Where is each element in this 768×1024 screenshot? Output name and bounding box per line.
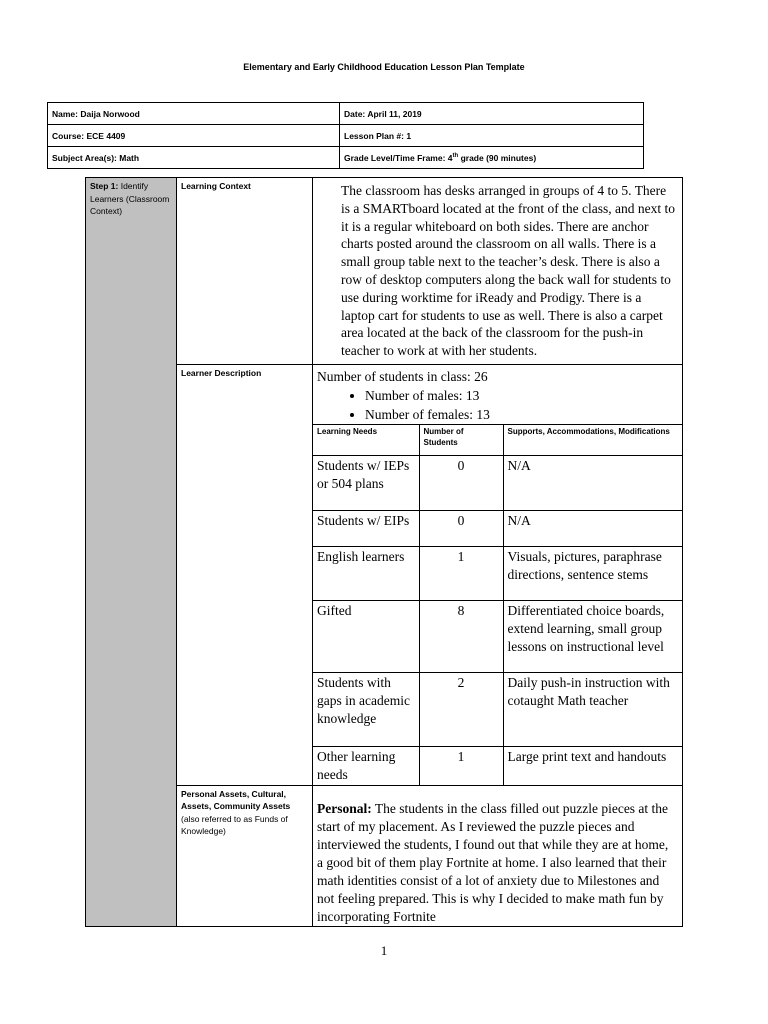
assets-label — [177, 785, 313, 926]
subject-value: Math — [119, 152, 140, 163]
grade-value-rest: grade (90 minutes) — [460, 152, 537, 163]
lesson-plan-cell — [340, 125, 644, 147]
column-header: Supports, Accommodations, Modifications — [503, 424, 683, 455]
grade-value-num: 4 — [447, 152, 453, 163]
females-count: • Number of females: 13 — [365, 405, 678, 424]
learning-context-text: The classroom has desks arranged in groups of 4 to 5. There is a SMARTboard located at the front of the class, and next to it is a regular whiteboard on both sides. There are anchor charts posted around the classroom on all walls. There is a small group table next to the teacher’s desk. There is also a row of desktop computers along the back wall for students to use during worktime for iReady and Prodigy. There is a laptop cart for students to use as well. There is also a carpet area located at the back of the classroom for the push-in teacher to work at with her students. — [313, 178, 683, 365]
table-row — [313, 672, 683, 746]
date-label: Date: — [344, 108, 366, 119]
table-row — [313, 510, 683, 546]
column-header: Learning Needs — [313, 424, 419, 455]
students-in-class: Number of students in class: 26 — [317, 368, 488, 384]
page-number: 1 — [380, 943, 388, 958]
gender-count-list — [317, 386, 678, 424]
learning-need: English learners — [313, 546, 419, 600]
grade-value-sup: th — [452, 152, 459, 159]
grade-label: Grade Level/Time Frame: — [344, 152, 446, 163]
learning-needs-header-row — [313, 424, 683, 455]
learning-needs-table — [313, 424, 683, 785]
step1-label: Step 1: — [90, 181, 119, 191]
step1-text: Identify Learners (Classroom Context) — [90, 181, 170, 216]
subject-label: Subject Area(s): — [52, 152, 117, 163]
student-count: 1 — [419, 546, 503, 600]
assets-label-bold: Personal Assets, Cultural, Assets, Community Assets — [181, 788, 291, 812]
assets-text — [313, 785, 683, 926]
table-row — [313, 455, 683, 510]
learning-need: Gifted — [313, 600, 419, 672]
lesson-plan-label: Lesson Plan #: — [344, 130, 404, 141]
learning-need: Students w/ IEPs or 504 plans — [313, 455, 419, 510]
supports: N/A — [503, 510, 683, 546]
header-row — [48, 103, 644, 125]
date-cell — [340, 103, 644, 125]
student-count: 2 — [419, 672, 503, 746]
step1-table — [85, 177, 683, 927]
course-cell — [48, 125, 340, 147]
learning-need: Other learning needs — [313, 746, 419, 785]
course-label: Course: — [52, 130, 85, 141]
supports: N/A — [503, 455, 683, 510]
student-count: 0 — [419, 510, 503, 546]
table-row — [313, 746, 683, 785]
males-count: • Number of males: 13 — [365, 386, 678, 405]
grade-cell — [340, 147, 644, 169]
column-header: Number of Students — [419, 424, 503, 455]
step1-cell — [86, 178, 177, 927]
table-row — [313, 600, 683, 672]
supports: Differentiated choice boards, extend learning, small group lessons on instructional level — [503, 600, 683, 672]
personal-label: Personal: — [317, 800, 372, 816]
document-title: Elementary and Early Childhood Education Lesson Plan Template — [243, 62, 525, 72]
name-label: Name: — [52, 108, 78, 119]
student-count: 8 — [419, 600, 503, 672]
learner-description-label: Learner Description — [177, 364, 313, 785]
student-count: 0 — [419, 455, 503, 510]
learning-need: Students w/ EIPs — [313, 510, 419, 546]
header-row — [48, 147, 644, 169]
assets-label-normal: (also referred to as Funds of Knowledge) — [181, 813, 288, 837]
course-value: ECE 4409 — [86, 130, 126, 141]
class-counts — [313, 365, 682, 424]
supports: Daily push-in instruction with cotaught Math teacher — [503, 672, 683, 746]
learning-context-row — [86, 178, 683, 365]
personal-text: The students in the class filled out puzzle pieces at the start of my placement. As I reviewed the puzzle pieces and interviewed the students, I found out that while they are at home, a good bit of them play Fortnite at home. I also learned that their math identities consist of a lot of anxiety due to Milestones and not feeling prepared. This is why I decided to make math fun by incorporating Fortnite — [317, 800, 669, 924]
table-row — [313, 546, 683, 600]
date-value: April 11, 2019 — [367, 108, 422, 119]
header-row — [48, 125, 644, 147]
supports: Large print text and handouts — [503, 746, 683, 785]
learning-need: Students with gaps in academic knowledge — [313, 672, 419, 746]
name-cell — [48, 103, 340, 125]
student-count: 1 — [419, 746, 503, 785]
learner-description-cell — [313, 364, 683, 785]
header-info-table — [47, 102, 644, 169]
supports: Visuals, pictures, paraphrase directions, sentence stems — [503, 546, 683, 600]
name-value: Daija Norwood — [80, 108, 140, 119]
lesson-plan-value: 1 — [406, 130, 412, 141]
learning-context-label: Learning Context — [177, 178, 313, 365]
subject-cell — [48, 147, 340, 169]
